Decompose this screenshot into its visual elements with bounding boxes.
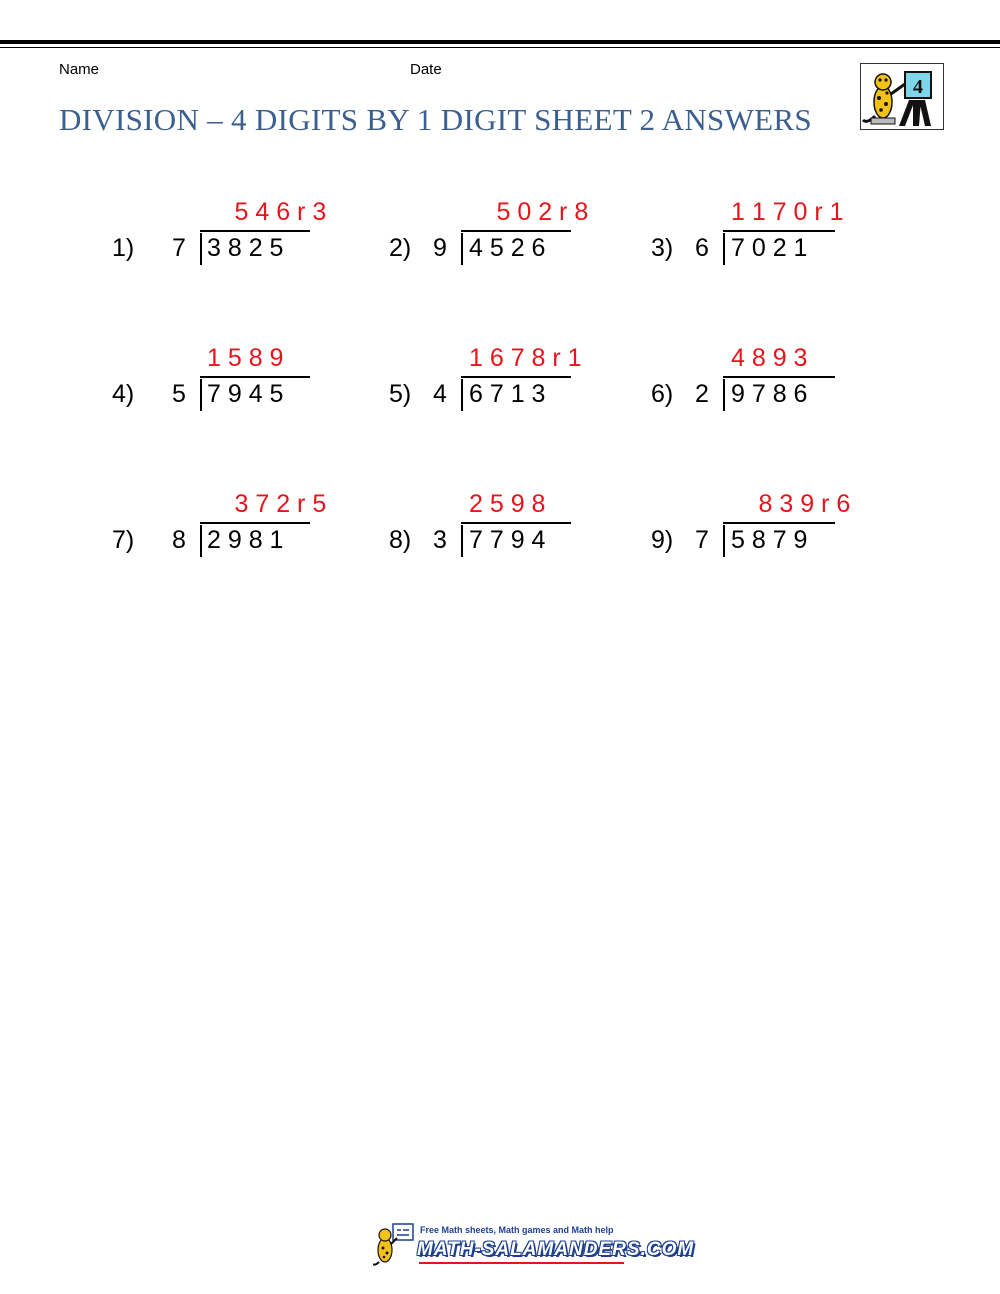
problem-label: 2) — [389, 234, 412, 262]
date-label: Date — [410, 61, 442, 78]
division-bracket — [461, 525, 463, 557]
divisor: 7 — [172, 234, 186, 262]
page-title: DIVISION – 4 DIGITS BY 1 DIGIT SHEET 2 ANSWERS — [59, 102, 812, 137]
division-bracket — [723, 379, 725, 411]
divisor: 9 — [433, 234, 447, 262]
divisor: 4 — [433, 380, 447, 408]
footer-underline — [419, 1262, 624, 1264]
footer-tagline: Free Math sheets, Math games and Math help — [420, 1225, 614, 1235]
divisor: 6 — [695, 234, 709, 262]
division-bracket — [723, 525, 725, 557]
dividend: 5 8 7 9 — [731, 526, 808, 554]
answer: 4 8 9 3 — [731, 344, 808, 372]
dividend: 7 7 9 4 — [469, 526, 546, 554]
answer: 5 4 6 r 3 — [234, 198, 327, 226]
division-bracket — [461, 233, 463, 265]
division-bar — [723, 522, 835, 524]
answer: 1 5 8 9 — [207, 344, 284, 372]
answer: 3 7 2 r 5 — [234, 490, 327, 518]
division-bar — [461, 230, 571, 232]
dividend: 4 5 2 6 — [469, 234, 546, 262]
salamander-easel-logo-icon — [861, 64, 943, 129]
dividend: 3 8 2 5 — [207, 234, 284, 262]
problem-label: 8) — [389, 526, 412, 554]
header-logo — [860, 63, 944, 130]
divisor: 5 — [172, 380, 186, 408]
division-bracket — [461, 379, 463, 411]
problem-label: 9) — [651, 526, 674, 554]
division-bar — [461, 376, 571, 378]
answer: 2 5 9 8 — [469, 490, 546, 518]
problem-label: 5) — [389, 380, 412, 408]
answer: 8 3 9 r 6 — [758, 490, 851, 518]
footer-brand: MATH-SALAMANDERS.COM — [417, 1239, 695, 1260]
dividend: 7 9 4 5 — [207, 380, 284, 408]
name-label: Name — [59, 61, 100, 78]
division-bar — [461, 522, 571, 524]
problem-label: 7) — [112, 526, 135, 554]
dividend: 2 9 8 1 — [207, 526, 284, 554]
divisor: 7 — [695, 526, 709, 554]
problem-label: 3) — [651, 234, 674, 262]
divisor: 2 — [695, 380, 709, 408]
problem-label: 1) — [112, 234, 135, 262]
dividend: 7 0 2 1 — [731, 234, 808, 262]
problem-label: 6) — [651, 380, 674, 408]
division-bracket — [723, 233, 725, 265]
answer: 1 6 7 8 r 1 — [469, 344, 582, 372]
problem-label: 4) — [112, 380, 135, 408]
top-rule-thin — [0, 47, 1000, 48]
dividend: 6 7 1 3 — [469, 380, 546, 408]
divisor: 3 — [433, 526, 447, 554]
dividend: 9 7 8 6 — [731, 380, 808, 408]
division-bar — [723, 376, 835, 378]
salamander-logo-icon — [373, 1222, 417, 1267]
division-bar — [723, 230, 835, 232]
top-rule — [0, 40, 1000, 44]
answer: 1 1 7 0 r 1 — [731, 198, 844, 226]
svg-text:4: 4 — [913, 76, 923, 98]
footer-logo — [373, 1222, 695, 1267]
divisor: 8 — [172, 526, 186, 554]
answer: 5 0 2 r 8 — [496, 198, 589, 226]
